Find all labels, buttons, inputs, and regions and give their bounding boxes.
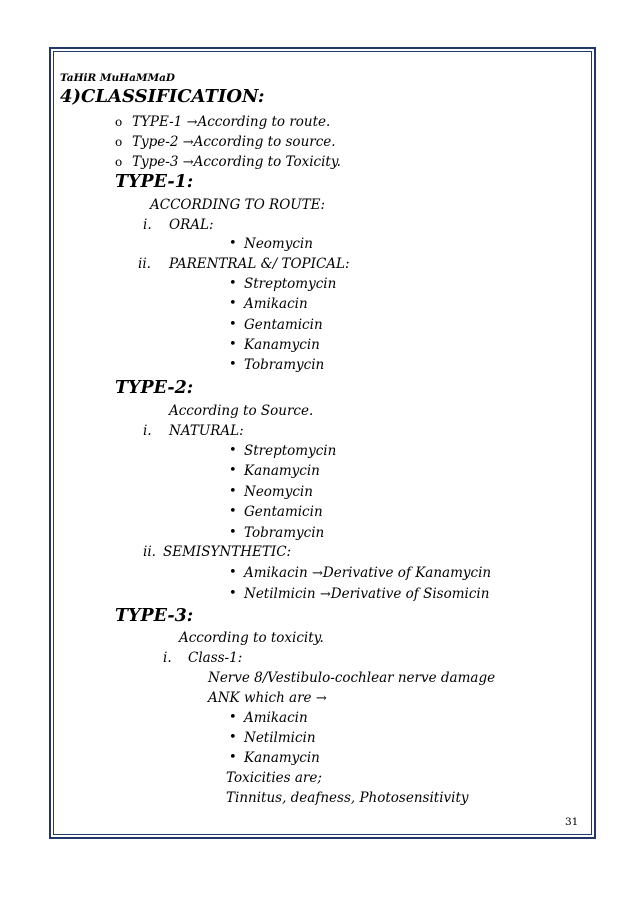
drug-item: Amikacin [244, 296, 308, 312]
list-item: TYPE-1 →According to route. [132, 114, 331, 130]
roman-numeral: ii. [138, 256, 151, 272]
section-title: 4)CLASSIFICATION: [60, 86, 265, 107]
drug-item: Kanamycin [244, 750, 320, 766]
bullet: • [229, 525, 237, 540]
group-label: Class-1: [188, 650, 243, 666]
bullet: • [229, 750, 237, 765]
bullet: • [229, 236, 237, 251]
bullet: • [229, 730, 237, 745]
group-label: NATURAL: [169, 423, 244, 439]
bullet: • [229, 317, 237, 332]
type2-heading: TYPE-2: [115, 378, 194, 398]
drug-item: Streptomycin [244, 443, 337, 459]
page-number: 31 [565, 816, 579, 828]
group-label: SEMISYNTHETIC: [163, 544, 292, 560]
drug-item: Kanamycin [244, 463, 320, 479]
author-name: TaHiR MuHaMMaD [60, 72, 176, 84]
bullet: • [229, 710, 237, 725]
list-item: Type-3 →According to Toxicity. [132, 154, 341, 170]
type3-subtitle: According to toxicity. [179, 630, 324, 646]
type2-subtitle: According to Source. [169, 403, 314, 419]
class-description: Nerve 8/Vestibulo-cochlear nerve damage [208, 670, 496, 686]
drug-item: Netilmicin [244, 730, 316, 746]
type1-heading: TYPE-1: [115, 172, 194, 192]
roman-numeral: i. [143, 423, 152, 439]
bullet: • [229, 463, 237, 478]
class-description: ANK which are → [208, 690, 327, 706]
drug-item: Tobramycin [244, 357, 325, 373]
bullet: • [229, 296, 237, 311]
bullet: • [229, 276, 237, 291]
roman-numeral: i. [143, 217, 152, 233]
drug-item: Streptomycin [244, 276, 337, 292]
drug-item: Gentamicin [244, 317, 323, 333]
bullet: • [229, 443, 237, 458]
toxicity-list: Tinnitus, deafness, Photosensitivity [226, 790, 469, 806]
drug-item: Gentamicin [244, 504, 323, 520]
drug-item: Neomycin [244, 236, 313, 252]
roman-numeral: i. [163, 650, 172, 666]
toxicity-label: Toxicities are; [226, 770, 322, 786]
bullet: • [229, 357, 237, 372]
bullet: • [229, 504, 237, 519]
drug-item: Kanamycin [244, 337, 320, 353]
drug-item: Netilmicin →Derivative of Sisomicin [244, 586, 490, 602]
drug-item: Tobramycin [244, 525, 325, 541]
drug-item: Neomycin [244, 484, 313, 500]
list-marker: o [115, 135, 123, 149]
type1-subtitle: ACCORDING TO ROUTE: [150, 197, 326, 213]
drug-item: Amikacin →Derivative of Kanamycin [244, 565, 492, 581]
bullet: • [229, 484, 237, 499]
roman-numeral: ii. [143, 544, 156, 560]
list-marker: o [115, 155, 123, 169]
group-label: PARENTRAL &/ TOPICAL: [169, 256, 350, 272]
list-marker: o [115, 115, 123, 129]
bullet: • [229, 586, 237, 601]
bullet: • [229, 565, 237, 580]
list-item: Type-2 →According to source. [132, 134, 336, 150]
type3-heading: TYPE-3: [115, 606, 194, 626]
bullet: • [229, 337, 237, 352]
group-label: ORAL: [169, 217, 214, 233]
drug-item: Amikacin [244, 710, 308, 726]
